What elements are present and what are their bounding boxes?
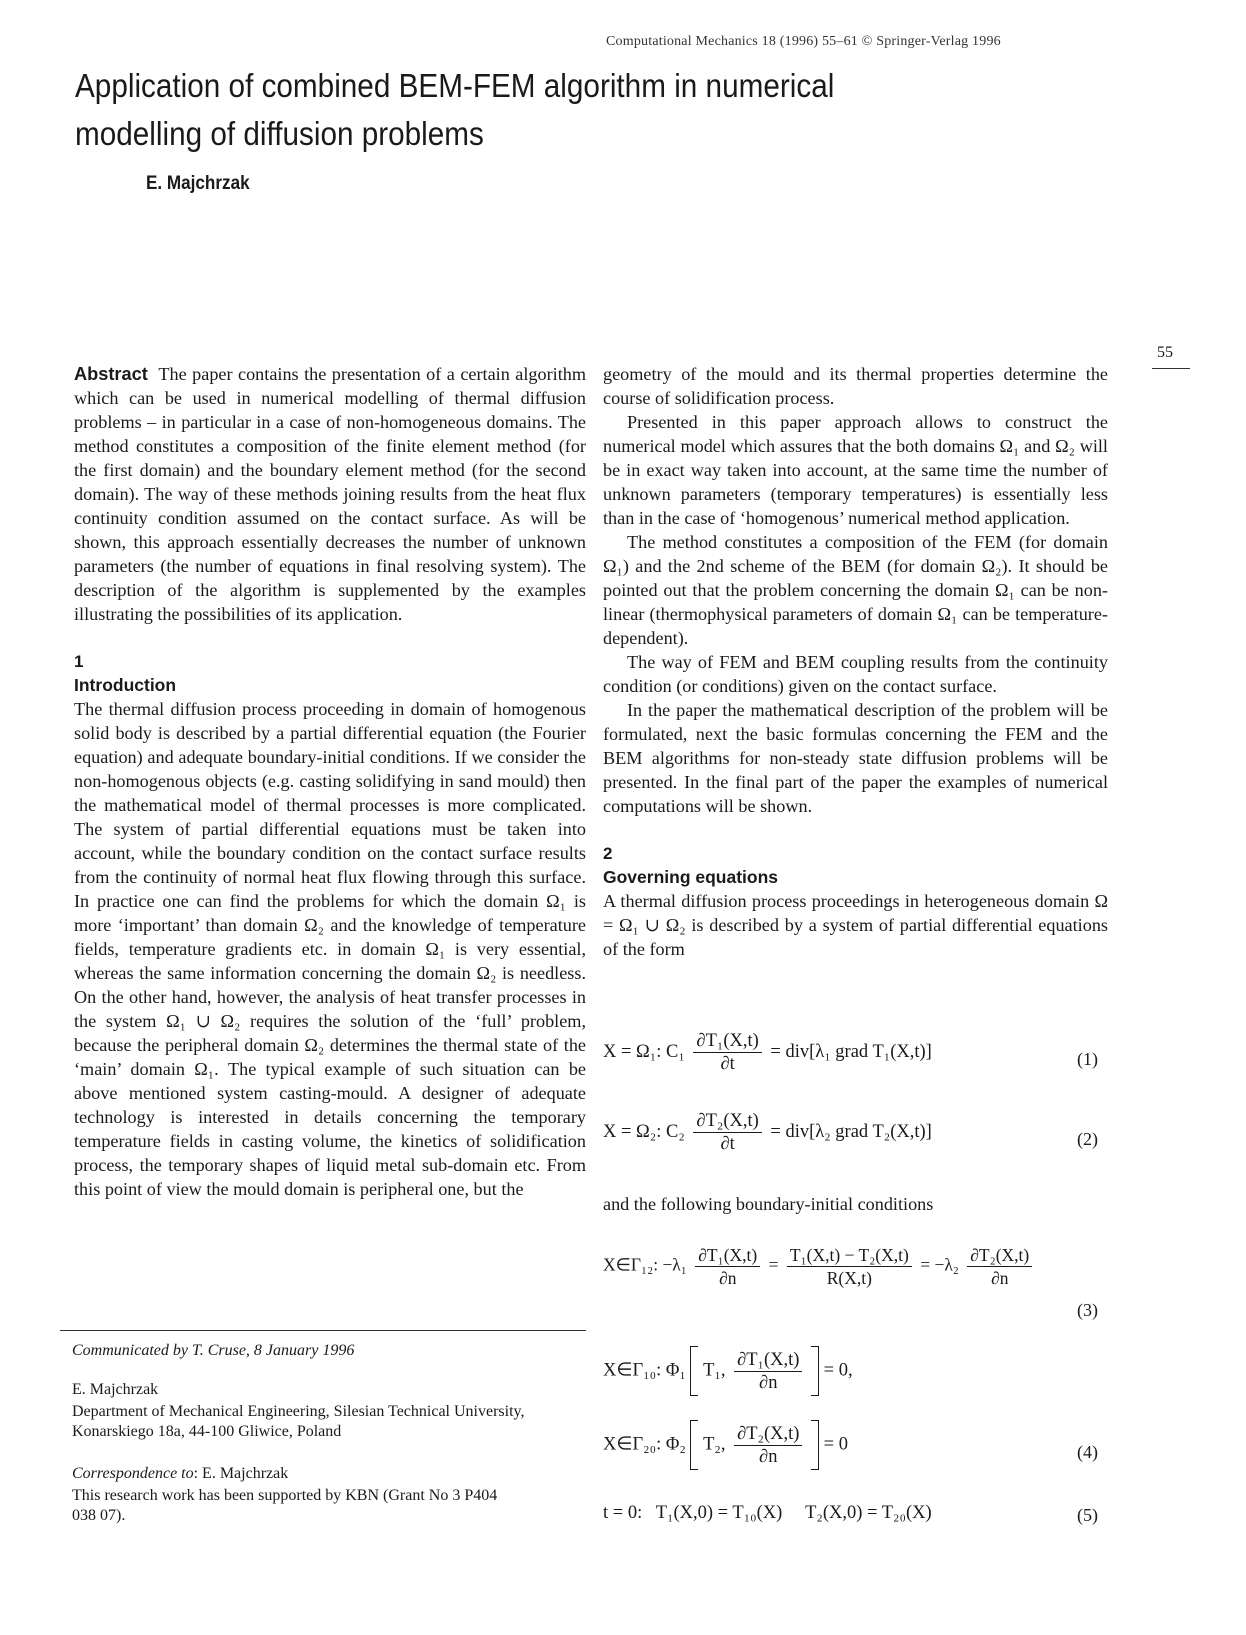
article-author: E. Majchrzak — [146, 173, 250, 194]
eq4b-fraction: $\frac{\text{∂T₂(X,t)}}{\partial n}$ — [734, 1423, 802, 1468]
eq4b-arg: T₂, — [703, 1434, 726, 1455]
boundary-conditions-intro: and the following boundary-initial conditions — [603, 1194, 934, 1214]
right-bracket — [811, 1346, 819, 1396]
eq2-rhs: = div[λ₂ grad T₂(X,t)] — [770, 1121, 932, 1142]
paragraph: geometry of the mould and its thermal properties determine the course of solidification process. — [603, 364, 1108, 408]
eq4a-lhs: X∈Γ₁₀: Φ₁ — [603, 1360, 686, 1381]
equation-5: t = 0: T₁(X,0) = T₁₀(X) T₂(X,0) = T₂₀(X) — [603, 1503, 932, 1523]
right-column — [603, 362, 1108, 961]
page-number: 55 — [1157, 344, 1173, 361]
article-title: Application of combined BEM-FEM algorithm in numerical modelling of diffusion problems — [75, 67, 835, 152]
funding-note: This research work has been supported by KBN (Grant No 3 P404 038 07). — [72, 1487, 498, 1524]
equation-2-label: (2) — [1077, 1129, 1098, 1149]
abstract-text: The paper contains the presentation of a certain algorithm which can be used in numerical modelling of thermal diffusion problems – in particular in a case of non-homogeneous domains. The method constitutes a composition of the finite element method (for the first domain) and the boundary element method (for the second domain). The way of these methods joining results from the heat flux continuity condition assumed on the contact surface. As will be shown, this approach essentially decreases the number of unknown parameters (the number of equations in final resolving system). The description of the algorithm is supplemented by the examples illustrating the possibilities of its application. — [74, 364, 586, 624]
eq2-lhs: X = Ω₂: C₂ — [603, 1121, 685, 1142]
equation-3-label: (3) — [1077, 1300, 1098, 1320]
footnote-rule — [60, 1330, 586, 1331]
left-bracket — [690, 1420, 698, 1470]
abstract — [74, 362, 586, 626]
eq1-fraction: $\frac{\text{∂T₁(X,t)}}{\partial t}$ — [693, 1030, 761, 1075]
abstract-heading: Abstract — [74, 364, 148, 384]
equation-1-label: (1) — [1077, 1049, 1098, 1069]
footnote-author: E. Majchrzak — [72, 1381, 159, 1398]
section-1-number: 1 — [74, 652, 84, 671]
eq4b-rhs: = 0 — [823, 1434, 848, 1455]
eq3-equals: = — [768, 1254, 779, 1275]
eq3-mid: = −λ₂ — [920, 1254, 959, 1275]
paragraph: In the paper the mathematical description of the problem will be formulated, next the basic formulas concerning the FEM and the BEM algorithms for non-steady state diffusion problems will be presented. In the final part of the paper the examples of numerical computations will be shown. — [603, 700, 1108, 816]
equation-3 — [603, 1244, 1036, 1289]
eq3-fraction-1: $\frac{\text{∂T₁(X,t)}}{\partial n}$ — [695, 1244, 760, 1289]
eq2-fraction: $\frac{\text{∂T₂(X,t)}}{\partial t}$ — [693, 1110, 761, 1155]
right-bracket — [811, 1420, 819, 1470]
equation-4b — [603, 1420, 848, 1470]
section-2-intro: A thermal diffusion process proceedings in heterogeneous domain Ω = Ω₁ ∪ Ω₂ is described by a system of partial differential equations of the form — [603, 891, 1108, 959]
journal-citation: Computational Mechanics 18 (1996) 55–61 © Springer-Verlag 1996 — [606, 34, 1001, 49]
correspondence-label: Correspondence to — [72, 1465, 194, 1482]
eq3-fraction-3: $\frac{\text{∂T₂(X,t)}}{\partial n}$ — [967, 1244, 1032, 1289]
eq1-rhs: = div[λ₁ grad T₁(X,t)] — [770, 1041, 932, 1062]
eq3-lhs: X∈Γ₁₂: −λ₁ — [603, 1254, 687, 1275]
footnote-affiliation: Department of Mechanical Engineering, Silesian Technical University, Konarskiego 18a, 44-100 Gliwice, Poland — [72, 1403, 525, 1440]
eq4a-arg: T₁, — [703, 1360, 726, 1381]
eq4a-fraction: $\frac{\text{∂T₁(X,t)}}{\partial n}$ — [734, 1349, 802, 1394]
paragraph: Presented in this paper approach allows to construct the numerical model which assures that the both domains Ω₁ and Ω₂ will be in exact way taken into account, at the same time the number of unknown parameters (temporary temperatures) is essentially less than in the case of ‘homogenous’ numerical method application. — [603, 412, 1108, 528]
eq4a-rhs: = 0, — [823, 1360, 853, 1381]
section-2-title: Governing equations — [603, 867, 779, 887]
equation-5-label: (5) — [1077, 1505, 1098, 1525]
correspondence-name: : E. Majchrzak — [193, 1465, 289, 1482]
eq4b-lhs: X∈Γ₂₀: Φ₂ — [603, 1434, 686, 1455]
left-bracket — [690, 1346, 698, 1396]
eq3-fraction-2: $\frac{\text{T₁(X,t) − T₂(X,t)}}{R(X,t)}$ — [787, 1244, 912, 1289]
correspondence — [72, 1464, 592, 1484]
communicated-note: Communicated by T. Cruse, 8 January 1996 — [72, 1342, 355, 1359]
left-column — [74, 362, 586, 1201]
section-1-title: Introduction — [74, 675, 177, 695]
equation-1 — [603, 1030, 932, 1075]
section-2-number: 2 — [603, 844, 613, 863]
paragraph: The way of FEM and BEM coupling results from the continuity condition (or conditions) given on the contact surface. — [603, 652, 1108, 696]
eq1-lhs: X = Ω₁: C₁ — [603, 1041, 685, 1062]
page-number-rule — [1152, 368, 1190, 369]
equation-4a — [603, 1346, 853, 1396]
section-1-text: The thermal diffusion process proceeding in domain of homogenous solid body is described by a partial differential equation (the Fourier equation) and adequate boundary-initial conditions. If we consider the non-homogenous objects (e.g. casting solidifying in sand mould) then the mathematical model of thermal processes is more complicated. The system of partial differential equations must be taken into account, while the boundary condition on the contact surface results from the continuity of normal heat flux flowing through this surface. In practice one can find the problems for which the domain Ω₁ is more ‘important’ than domain Ω₂ and the knowledge of temperature fields, temperature gradients etc. in domain Ω₁ is very essential, whereas the same information concerning the domain Ω₂ is needless. On the other hand, however, the analysis of heat transfer processes in the system Ω₁ ∪ Ω₂ requires the solution of the ‘full’ problem, because the peripheral domain Ω₂ determines the thermal state of the ‘main’ domain Ω₁. The typical example of such situation can be above mentioned system casting-mould. A designer of adequate technology is interested in details concerning the temporary temperature fields in casting volume, the kinetics of solidification process, the temporary shapes of liquid metal sub-domain etc. From this point of view the mould domain is peripheral one, but the — [74, 699, 586, 1199]
equation-4-label: (4) — [1077, 1442, 1098, 1462]
equation-2 — [603, 1110, 932, 1155]
paragraph: The method constitutes a composition of the FEM (for domain Ω₁) and the 2nd scheme of the BEM (for domain Ω₂). It should be pointed out that the problem concerning the domain Ω₁ can be non-linear (thermophysical parameters of domain Ω₁ can be temperature-dependent). — [603, 532, 1108, 648]
